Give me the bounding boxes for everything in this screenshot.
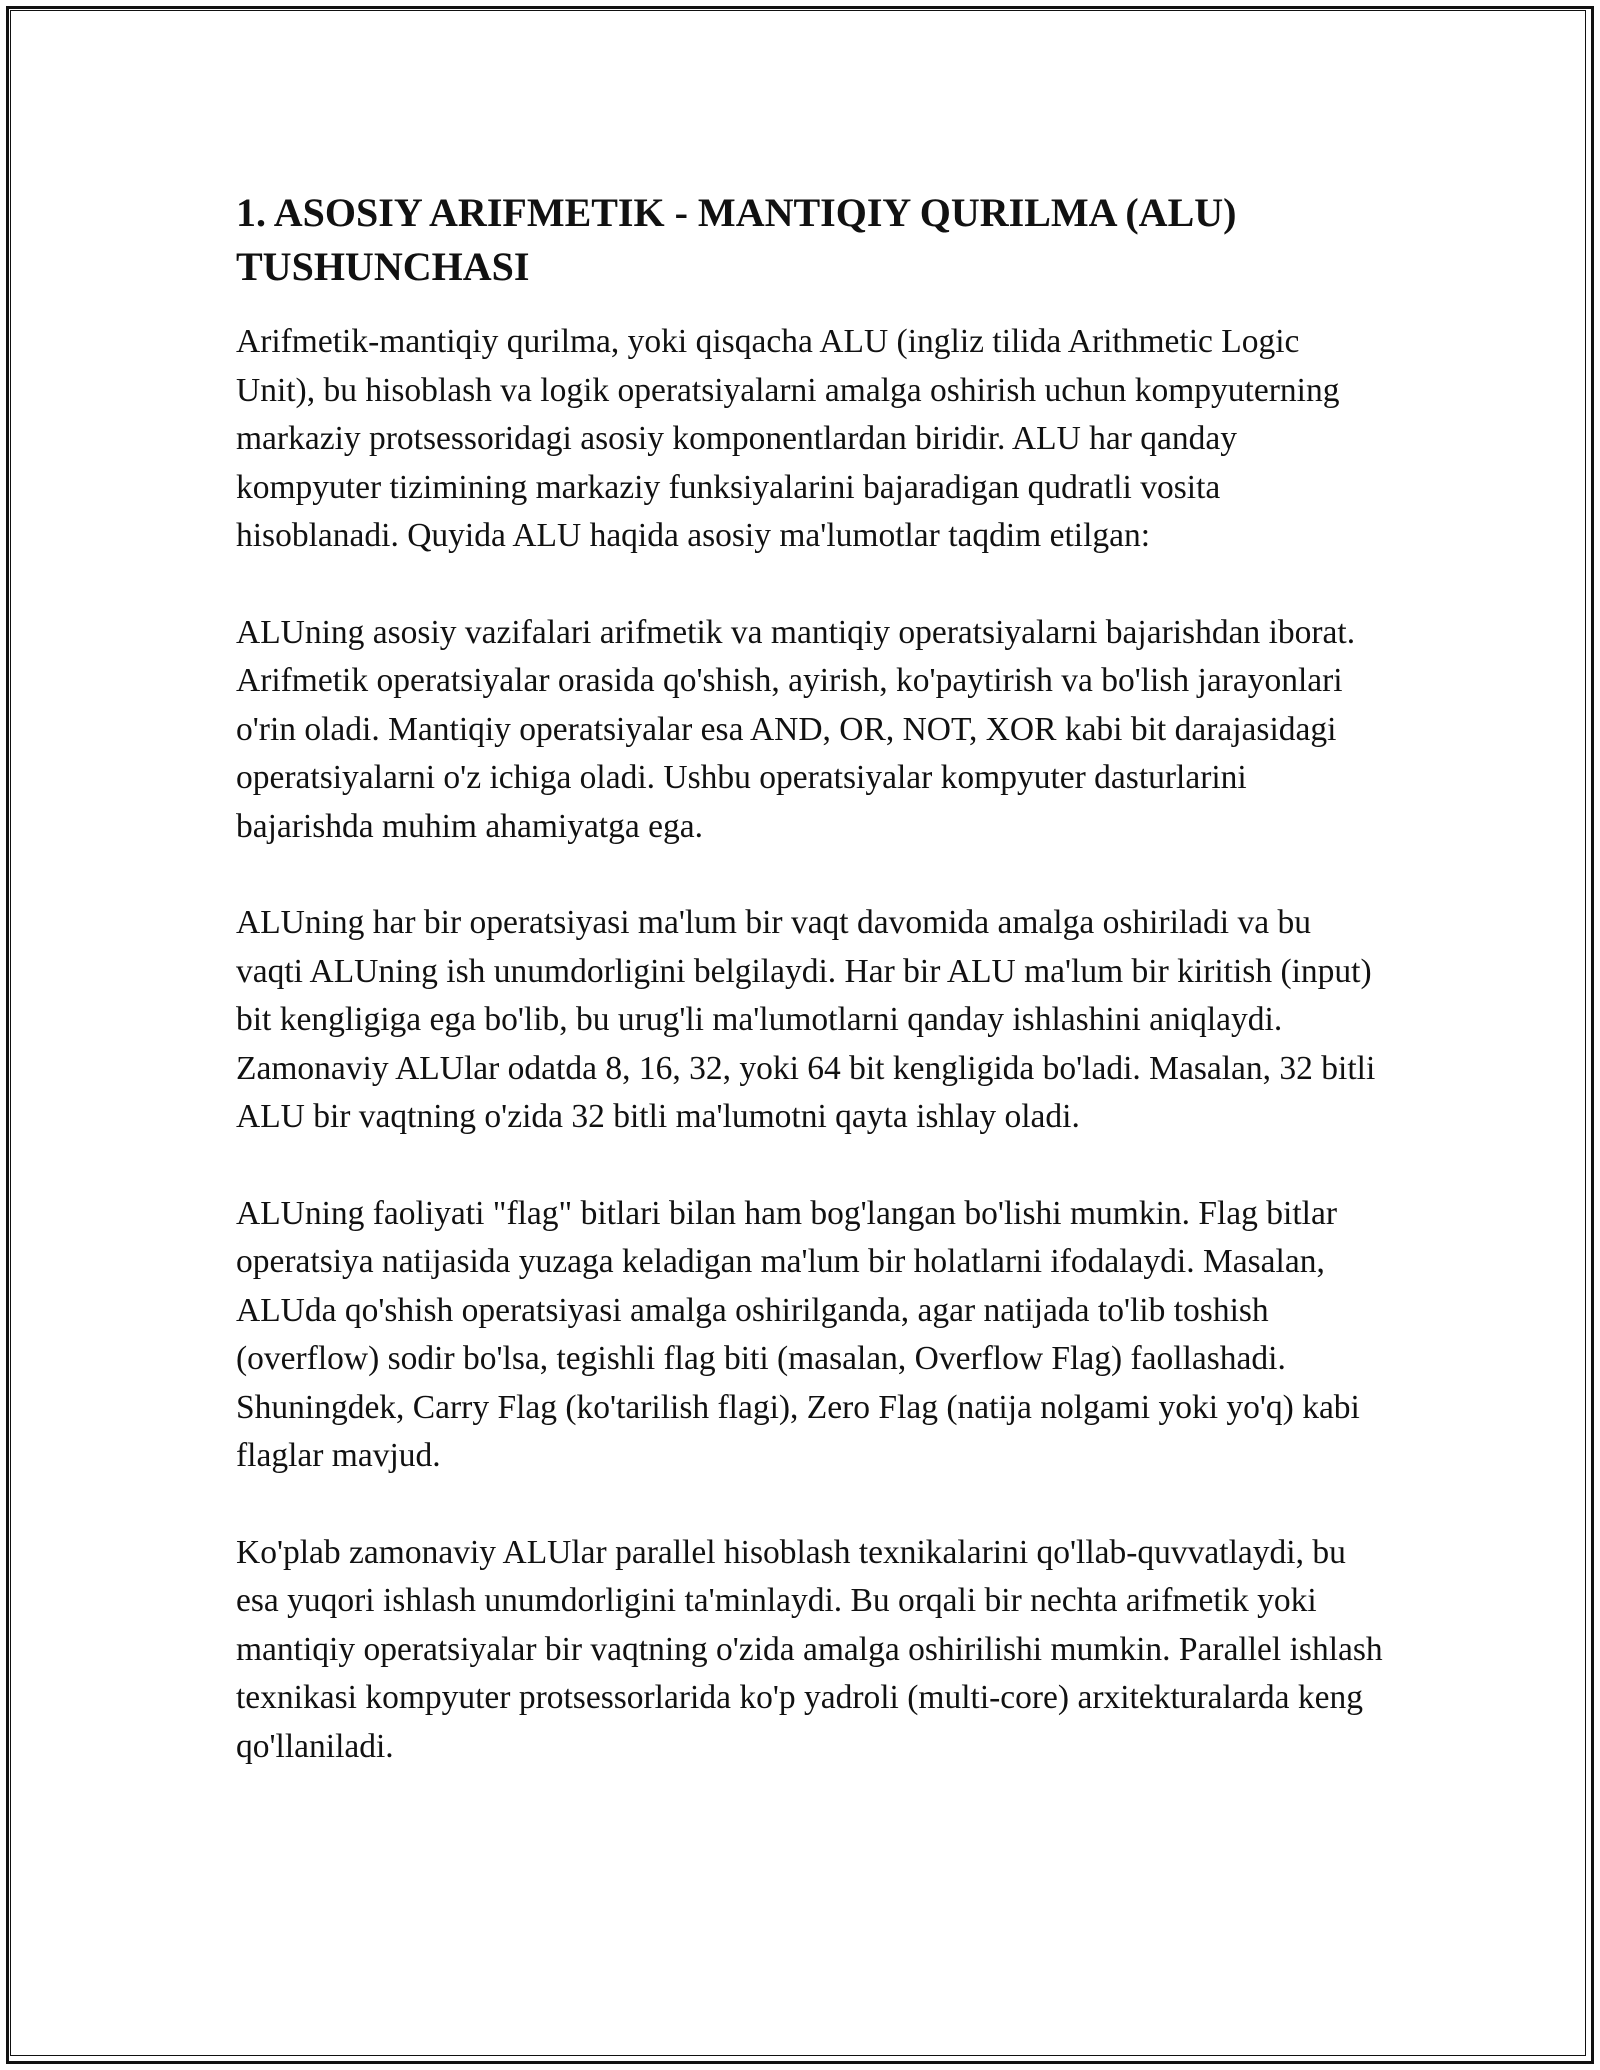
paragraph-alu-bit-width: ALUning har bir operatsiyasi ma'lum bir vaqt davomida amalga oshiriladi va bu vaqti ALUning ish unumdorligini belgilaydi. Har bir ALU ma'lum bir kiritish (input) bit kengligiga ega bo'lib, bu urug'li ma'lumotlarni qanday ishlashini aniqlaydi. Zamonaviy ALUlar odatda 8, 16, 32, yoki 64 bit kengligida bo'ladi. Masalan, 32 bitli ALU bir vaqtning o'zida 32 bitli ma'lumotni qayta ishlay oladi. — [236, 904, 1376, 1135]
document-body — [236, 186, 1384, 1819]
paragraph-alu-flags: ALUning faoliyati "flag" bitlari bilan ham bog'langan bo'lishi mumkin. Flag bitlar operatsiya natijasida yuzaga keladigan ma'lum bir holatlarni ifodalaydi. Masalan, ALUda qo'shish operatsiyasi amalga oshirilganda, agar natijada to'lib toshish (overflow) sodir bo'lsa, tegishli flag biti (masalan, Overflow Flag) faollashadi. Shuningdek, Carry Flag (ko'tarilish flagi), Zero Flag (natija nolgami yoki yo'q) kabi flaglar mavjud. — [236, 1194, 1360, 1474]
document-title: 1. ASOSIY ARIFMETIK - MANTIQIY QURILMA (ALU) TUSHUNCHASI — [236, 190, 1237, 289]
paragraph-alu-definition: Arifmetik-mantiqiy qurilma, yoki qisqacha ALU (ingliz tilida Arithmetic Logic Unit), bu hisoblash va logik operatsiyalarni amalga oshirish uchun kompyuterning markaziy protsessoridagi asosiy komponentlardan biridir. ALU har qanday kompyuter tizimining markaziy funksiyalarini bajaradigan qudratli vosita hisoblanadi. Quyida ALU haqida asosiy ma'lumotlar taqdim etilgan: — [236, 323, 1340, 554]
paragraph-alu-parallel: Ko'plab zamonaviy ALUlar parallel hisoblash texnikalarini qo'llab-quvvatlaydi, bu esa yuqori ishlash unumdorligini ta'minlaydi. Bu orqali bir nechta arifmetik yoki mantiqiy operatsiyalar bir vaqtning o'zida amalga oshirilishi mumkin. Parallel ishlash texnikasi kompyuter protsessorlarida ko'p yadroli (multi-core) arxitekturalarda keng qo'llaniladi. — [236, 1533, 1383, 1765]
paragraph-alu-functions: ALUning asosiy vazifalari arifmetik va mantiqiy operatsiyalarni bajarishdan iborat. Arifmetik operatsiyalar orasida qo'shish, ayirish, ko'paytirish va bo'lish jarayonlari o'rin oladi. Mantiqiy operatsiyalar esa AND, OR, NOT, XOR kabi bit darajasidagi operatsiyalarni o'z ichiga oladi. Ushbu operatsiyalar kompyuter dasturlarini bajarishda muhim ahamiyatga ega. — [236, 613, 1356, 845]
